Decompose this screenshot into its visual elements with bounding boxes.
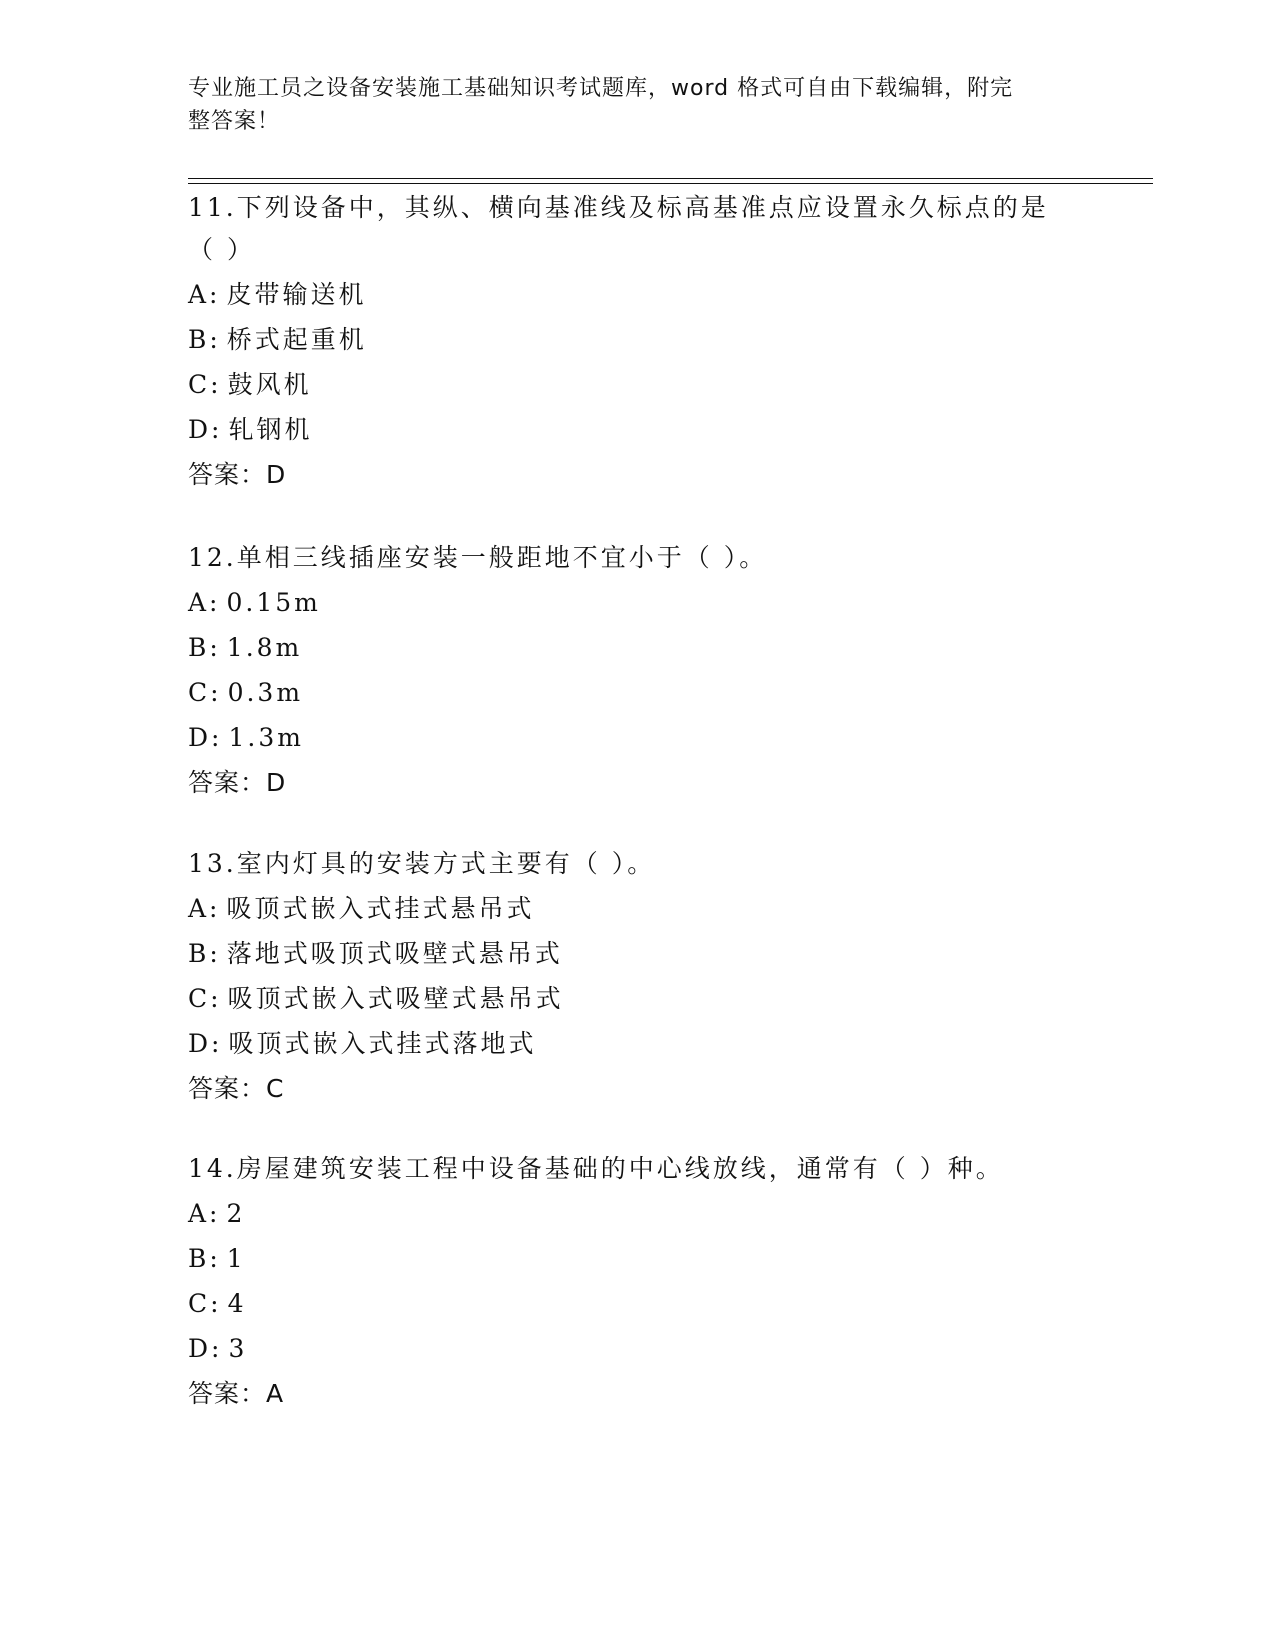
- option-key: D:: [188, 1029, 223, 1058]
- option-b: [188, 933, 1088, 975]
- option-key: B:: [188, 1244, 221, 1273]
- option-text: 吸顶式嵌入式吸壁式悬吊式: [227, 984, 564, 1013]
- option-text: 落地式吸顶式吸壁式悬吊式: [226, 939, 563, 968]
- option-d: [188, 409, 1088, 451]
- question-11: [188, 187, 1088, 496]
- question-stem-line-2: （ ）: [188, 235, 255, 264]
- question-stem: [188, 1148, 1088, 1190]
- option-key: B:: [188, 325, 221, 354]
- option-key: A:: [188, 280, 221, 309]
- option-text: 吸顶式嵌入式挂式悬吊式: [226, 894, 535, 923]
- question-stem-line-1: 13.室内灯具的安装方式主要有（ ）。: [188, 849, 656, 878]
- option-d: [188, 1023, 1088, 1065]
- option-text: 3: [228, 1334, 248, 1363]
- option-a: [188, 888, 1088, 930]
- option-key: C:: [188, 370, 222, 399]
- option-key: D:: [188, 723, 223, 752]
- question-stem: [188, 843, 1088, 885]
- option-key: B:: [188, 633, 221, 662]
- option-text: 桥式起重机: [226, 325, 367, 354]
- option-text: 4: [227, 1289, 247, 1318]
- option-key: A:: [188, 1199, 221, 1228]
- option-d: [188, 1328, 1088, 1370]
- question-stem: [188, 537, 1088, 579]
- option-key: C:: [188, 1289, 222, 1318]
- question-14: [188, 1148, 1088, 1415]
- question-12: [188, 537, 1088, 804]
- header-divider-top: [188, 178, 1153, 179]
- answer: 答案：D: [188, 768, 287, 797]
- option-a: [188, 274, 1088, 316]
- option-text: 吸顶式嵌入式挂式落地式: [228, 1029, 537, 1058]
- question-13: [188, 843, 1088, 1110]
- header-line-2: 整答案！: [188, 109, 281, 134]
- option-d: [188, 717, 1088, 759]
- option-b: [188, 319, 1088, 361]
- question-stem: [188, 187, 1088, 271]
- option-text: 1.3m: [228, 723, 304, 752]
- option-key: B:: [188, 939, 221, 968]
- option-text: 1: [226, 1244, 246, 1273]
- question-stem-line-1: 11.下列设备中，其纵、横向基准线及标高基准点应设置永久标点的是: [188, 193, 1049, 222]
- option-key: D:: [188, 415, 223, 444]
- answer: 答案：D: [188, 460, 287, 489]
- option-a: [188, 1193, 1088, 1235]
- option-text: 2: [226, 1199, 246, 1228]
- answer: 答案：A: [188, 1379, 285, 1408]
- option-key: C:: [188, 678, 222, 707]
- option-a: [188, 582, 1088, 624]
- option-key: A:: [188, 894, 221, 923]
- option-text: 0.3m: [227, 678, 304, 707]
- option-c: [188, 978, 1088, 1020]
- option-c: [188, 672, 1088, 714]
- option-text: 轧钢机: [228, 415, 313, 444]
- option-b: [188, 1238, 1088, 1280]
- option-key: C:: [188, 984, 222, 1013]
- option-key: A:: [188, 588, 221, 617]
- option-c: [188, 1283, 1088, 1325]
- question-stem-line-1: 14.房屋建筑安装工程中设备基础的中心线放线，通常有（ ）种。: [188, 1154, 1004, 1183]
- option-text: 1.8m: [226, 633, 303, 662]
- question-stem-line-1: 12.单相三线插座安装一般距地不宜小于（ ）。: [188, 543, 768, 572]
- option-key: D:: [188, 1334, 223, 1363]
- option-text: 皮带输送机: [226, 280, 367, 309]
- header-divider-bottom: [188, 183, 1153, 184]
- option-text: 鼓风机: [227, 370, 312, 399]
- document-header: [188, 72, 1068, 138]
- option-b: [188, 627, 1088, 669]
- option-c: [188, 364, 1088, 406]
- header-line-1: 专业施工员之设备安装施工基础知识考试题库，word 格式可自由下载编辑，附完: [188, 76, 1014, 101]
- option-text: 0.15m: [226, 588, 321, 617]
- answer: 答案：C: [188, 1074, 285, 1103]
